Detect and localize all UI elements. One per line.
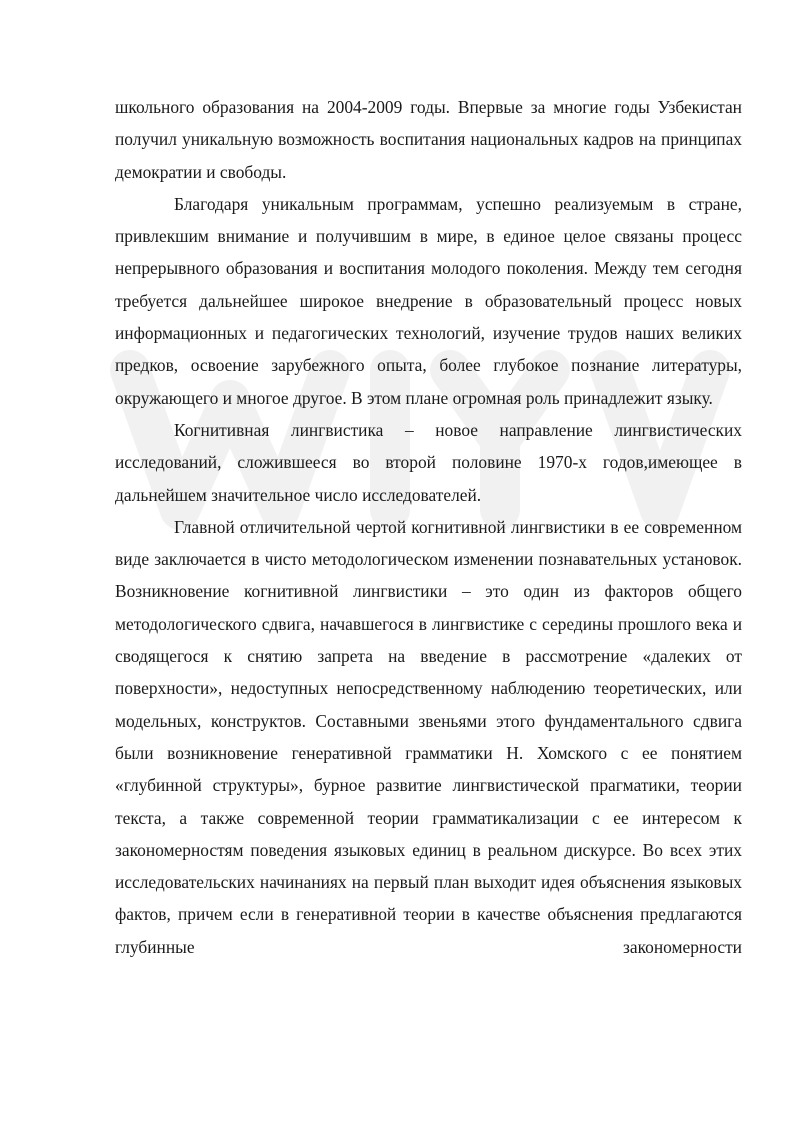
paragraph-1: школьного образования на 2004-2009 годы. Впервые за многие годы Узбекистан получил уникальную возможность воспитания национальных кадров на принципах демократии и свободы. bbox=[115, 97, 742, 182]
paragraph-4: Главной отличительной чертой когнитивной лингвистики в ее современном виде заключается в чисто методологическом изменении познавательных установок. Возникновение когнитивной лингвистики – это один из факторов общего методологического сдвига, начавшегося в лингвистике с середины прошлого века и сводящегося к снятию запрета на введение в рассмотрение «далеких от поверхности», недоступных непосредственному наблюдению теоретических, или модельных, конструктов. Составными звеньями этого фундаментального сдвига были возникновение генеративной грамматики Н. Хомского с ее понятием «глубинной структуры», бурное развитие лингвистической прагматики, теории текста, а также современной теории грамматикализации с ее интересом к закономерностям поведения языковых единиц в реальном дискурсе. Во всех этих исследовательских начинаниях на первый план выходит идея объяснения языковых фактов, причем если в генеративной теории в качестве объяснения предлагаются глубинные закономерности bbox=[115, 516, 742, 957]
body-text bbox=[115, 91, 742, 963]
paragraph-2: Благодаря уникальным программам, успешно реализуемым в стране, привлекшим внимание и получившим в мире, в единое целое связаны процесс непрерывного образования и воспитания молодого поколения. Между тем сегодня требуется дальнейшее широкое внедрение в образовательный процесс новых информационных и педагогических технологий, изучение трудов наших великих предков, освоение зарубежного опыта, более глубокое познание литературы, окружающего и многое другое. В этом плане огромная роль принадлежит языку. bbox=[115, 193, 742, 408]
paragraph-3: Когнитивная лингвистика – новое направление лингвистических исследований, сложившееся во второй половине 1970-х годов,имеющее в дальнейшем значительное число исследователей. bbox=[115, 419, 742, 505]
